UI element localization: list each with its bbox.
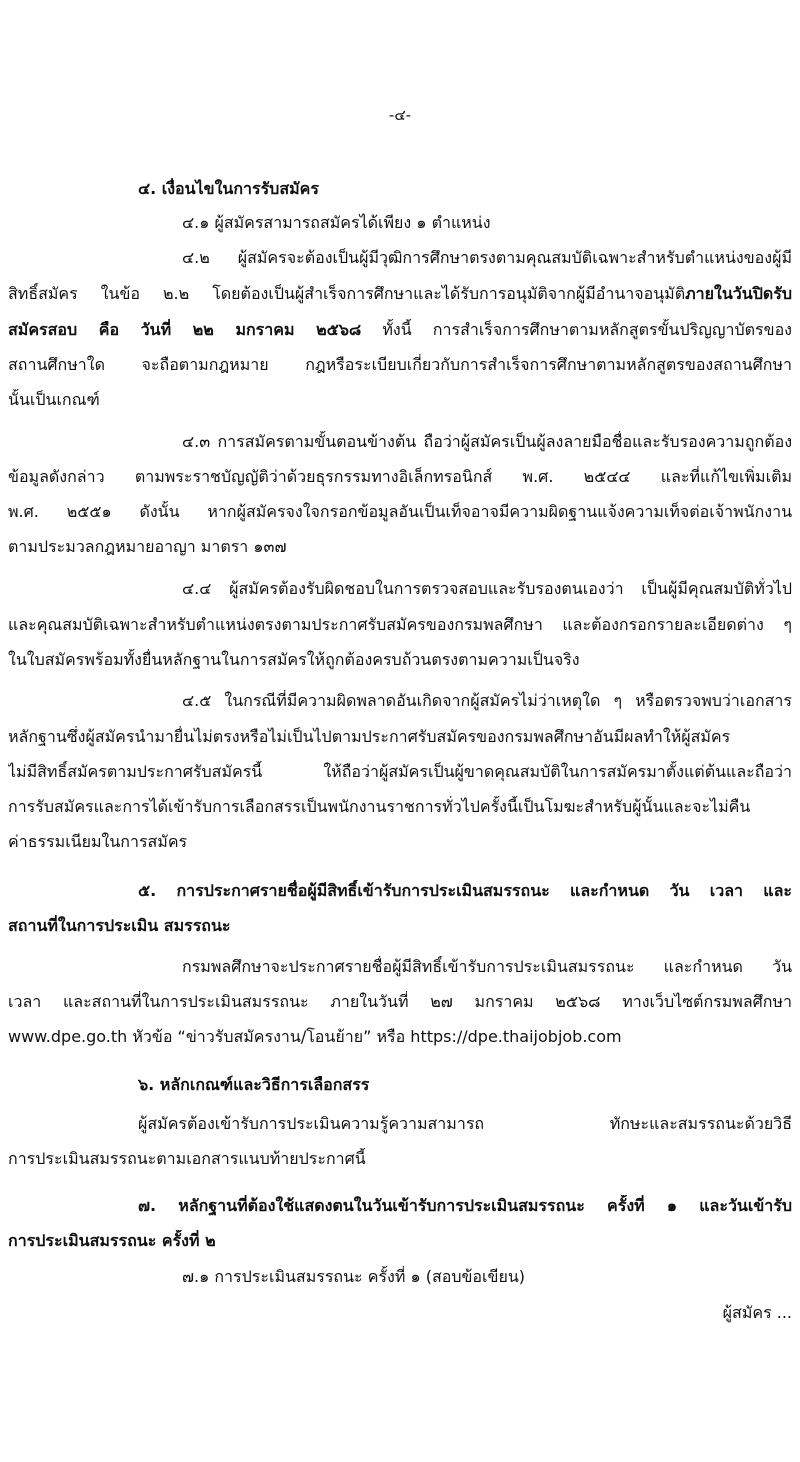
- section-5-line-2: เวลา และสถานที่ในการประเมินสมรรถนะ ภายในวันที่ ๒๗ มกราคม ๒๕๖๘ ทางเว็บไซต์กรมพลศึกษา: [8, 992, 792, 1011]
- item-4-2-line-2: สิทธิ์สมัคร ในข้อ ๒.๒ โดยต้องเป็นผู้สำเร็จการศึกษาและได้รับการอนุมัติจากผู้มีอำนาจอนุมัติภายในวันปิดรับ: [8, 284, 792, 303]
- section-5-heading-line-1: ๕. การประกาศรายชื่อผู้มีสิทธิ์เข้ารับการประเมินสมรรถนะ และกำหนด วัน เวลา และ: [138, 881, 792, 900]
- item-4-5-line-1: ๔.๕ ในกรณีที่มีความผิดพลาดอันเกิดจากผู้สมัครไม่ว่าเหตุใด ๆ หรือตรวจพบว่าเอกสาร: [182, 691, 792, 710]
- item-4-4-line-3: ในใบสมัครพร้อมทั้งยื่นหลักฐานในการสมัครให้ถูกต้องครบถ้วนตรงตามความเป็นจริง: [8, 650, 580, 669]
- item-4-3-line-3: พ.ศ. ๒๕๕๑ ดังนั้น หากผู้สมัครจงใจกรอกข้อมูลอันเป็นเท็จอาจมีความผิดฐานแจ้งความเท็จต่อเจ้าพนักงาน: [8, 502, 792, 521]
- page-number: -๔-: [388, 106, 412, 124]
- section-5-line-3: www.dpe.go.th หัวข้อ “ข่าวรับสมัครงาน/โอนย้าย” หรือ https://dpe.thaijobjob.com: [8, 1027, 622, 1046]
- item-7-1: ๗.๑ การประเมินสมรรถนะ ครั้งที่ ๑ (สอบข้อเขียน): [182, 1267, 525, 1286]
- item-4-2-line-1: ๔.๒ ผู้สมัครจะต้องเป็นผู้มีวุฒิการศึกษาตรงตามคุณสมบัติเฉพาะสำหรับตำแหน่งของผู้มี: [182, 248, 792, 267]
- item-4-4-line-1: ๔.๔ ผู้สมัครต้องรับผิดชอบในการตรวจสอบและรับรองตนเองว่า เป็นผู้มีคุณสมบัติทั่วไป: [182, 579, 792, 598]
- item-4-2-line-4: สถานศึกษาใด จะถือตามกฎหมาย กฎหรือระเบียบเกี่ยวกับการสำเร็จการศึกษาตามหลักสูตรของสถานศึกษา: [8, 355, 792, 374]
- item-4-5-line-4: การรับสมัครและการได้เข้ารับการเลือกสรรเป็นพนักงานราชการทั่วไปครั้งนี้เป็นโมฆะสำหรับผู้นั้นและจะไม่คืน: [8, 797, 751, 816]
- section-5-line-1: กรมพลศึกษาจะประกาศรายชื่อผู้มีสิทธิ์เข้ารับการประเมินสมรรถนะ และกำหนด วัน: [182, 957, 792, 976]
- item-4-4-line-2: และคุณสมบัติเฉพาะสำหรับตำแหน่งตรงตามประกาศรับสมัครของกรมพลศึกษา และต้องกรอกรายละเอียดต่าง ๆ: [8, 615, 792, 634]
- section-7-heading-line-2: การประเมินสมรรถนะ ครั้งที่ ๒: [8, 1231, 216, 1250]
- item-4-3-line-2: ข้อมูลดังกล่าว ตามพระราชบัญญัติว่าด้วยธุรกรรมทางอิเล็กทรอนิกส์ พ.ศ. ๒๕๔๔ และที่แก้ไขเพิ่มเติม: [8, 467, 792, 486]
- item-4-3-line-1: ๔.๓ การสมัครตามขั้นตอนข้างต้น ถือว่าผู้สมัครเป็นผู้ลงลายมือชื่อและรับรองความถูกต้อง: [182, 432, 792, 451]
- section-4-heading: ๔. เงื่อนไขในการรับสมัคร: [138, 179, 319, 198]
- continuation-marker: ผู้สมัคร ...: [722, 1303, 792, 1322]
- item-4-5-line-5: ค่าธรรมเนียมในการสมัคร: [8, 832, 188, 851]
- section-6-line-2: การประเมินสมรรถนะตามเอกสารแนบท้ายประกาศนี้: [8, 1149, 366, 1168]
- item-4-1: ๔.๑ ผู้สมัครสามารถสมัครได้เพียง ๑ ตำแหน่ง: [182, 213, 491, 232]
- section-6-heading: ๖. หลักเกณฑ์และวิธีการเลือกสรร: [138, 1075, 370, 1094]
- section-7-heading-line-1: ๗. หลักฐานที่ต้องใช้แสดงตนในวันเข้ารับการประเมินสมรรถนะ ครั้งที่ ๑ และวันเข้ารับ: [138, 1196, 792, 1215]
- item-4-5-line-2: หลักฐานซึ่งผู้สมัครนำมายื่นไม่ตรงหรือไม่เป็นไปตามประกาศรับสมัครของกรมพลศึกษาอันมีผลทำให้ผู้สมัคร: [8, 727, 731, 746]
- item-4-5-line-3: ไม่มีสิทธิ์สมัครตามประกาศรับสมัครนี้ ให้ถือว่าผู้สมัครเป็นผู้ขาดคุณสมบัติในการสมัครมาตั้งแต่ต้นและถือว่า: [8, 762, 792, 781]
- item-4-2-line-5: นั้นเป็นเกณฑ์: [8, 390, 100, 409]
- item-4-2-line-3: สมัครสอบ คือ วันที่ ๒๒ มกราคม ๒๕๖๘ ทั้งนี้ การสำเร็จการศึกษาตามหลักสูตรขั้นปริญญาบัตรของ: [8, 320, 792, 339]
- section-5-heading-line-2: สถานที่ในการประเมิน สมรรถนะ: [8, 916, 231, 935]
- section-6-line-1: ผู้สมัครต้องเข้ารับการประเมินความรู้ความสามารถ ทักษะและสมรรถนะด้วยวิธี: [138, 1114, 792, 1133]
- item-4-3-line-4: ตามประมวลกฎหมายอาญา มาตรา ๑๓๗: [8, 537, 287, 556]
